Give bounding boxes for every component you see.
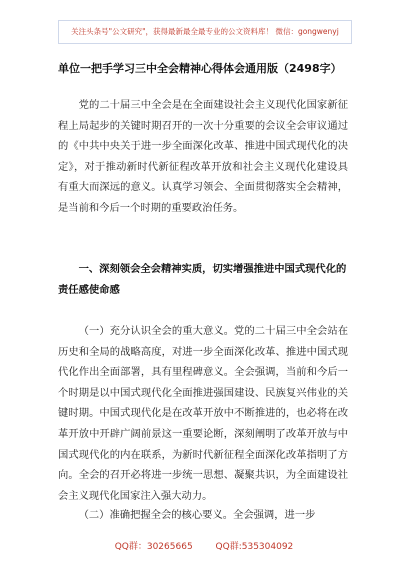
header-notice-box xyxy=(58,20,352,44)
document-title: 单位一把手学习三中全会精神心得体会通用版（2498字） xyxy=(58,62,342,75)
footer-qq-group-2: QQ群:535304092 xyxy=(215,542,294,552)
paragraph-significance: （一）充分认识全会的重大意义。党的二十届三中全会站在历史和全局的战略高度，对进一步全面深化改革、推进中国式现代化作出全面部署，具有里程碑意义。全会强调，当前和今后一个时期是以中国式现代化全面推进强国建设、民族复兴伟业的关键时期。中国式现代化是在改革开放中不断推进的，也必将在改革开放中开辟广阔前景这一重要论断，深刻阐明了改革开放与中国式现代化的内在联系，为新时代新征程全面深化改革指明了方向。全会的召开必将进一步统一思想、凝聚共识，为全面建设社会主义现代化国家注入强大动力。 xyxy=(58,325,348,502)
section-heading-1: 一、深刻领会全会精神实质，切实增强推进中国式现代化的责任感使命感 xyxy=(58,263,347,296)
paragraph-core-essence: （二）准确把握全会的核心要义。全会强调，进一步 xyxy=(78,509,316,521)
paragraph-intro: 党的二十届三中全会是在全面建设社会主义现代化国家新征程上局起步的关键时期召开的一次十分重要的会议全会审议通过的《中共中央关于进一步全面深化改革、推进中国式现代化的决定》，对于推动新时代新征程改革开放和社会主义现代化建设具有重大而深远的意义。认真学习领会、全面贯彻落实全会精神，是当前和今后一个时期的重要政治任务。 xyxy=(58,99,348,214)
footer xyxy=(0,539,408,552)
footer-qq-group-1: QQ群：30265665 xyxy=(114,542,193,552)
header-notice: 关注头条号"公文研究"，获得最新最全最专业的公文资料库！ 微信：gongwenyj xyxy=(71,27,339,36)
